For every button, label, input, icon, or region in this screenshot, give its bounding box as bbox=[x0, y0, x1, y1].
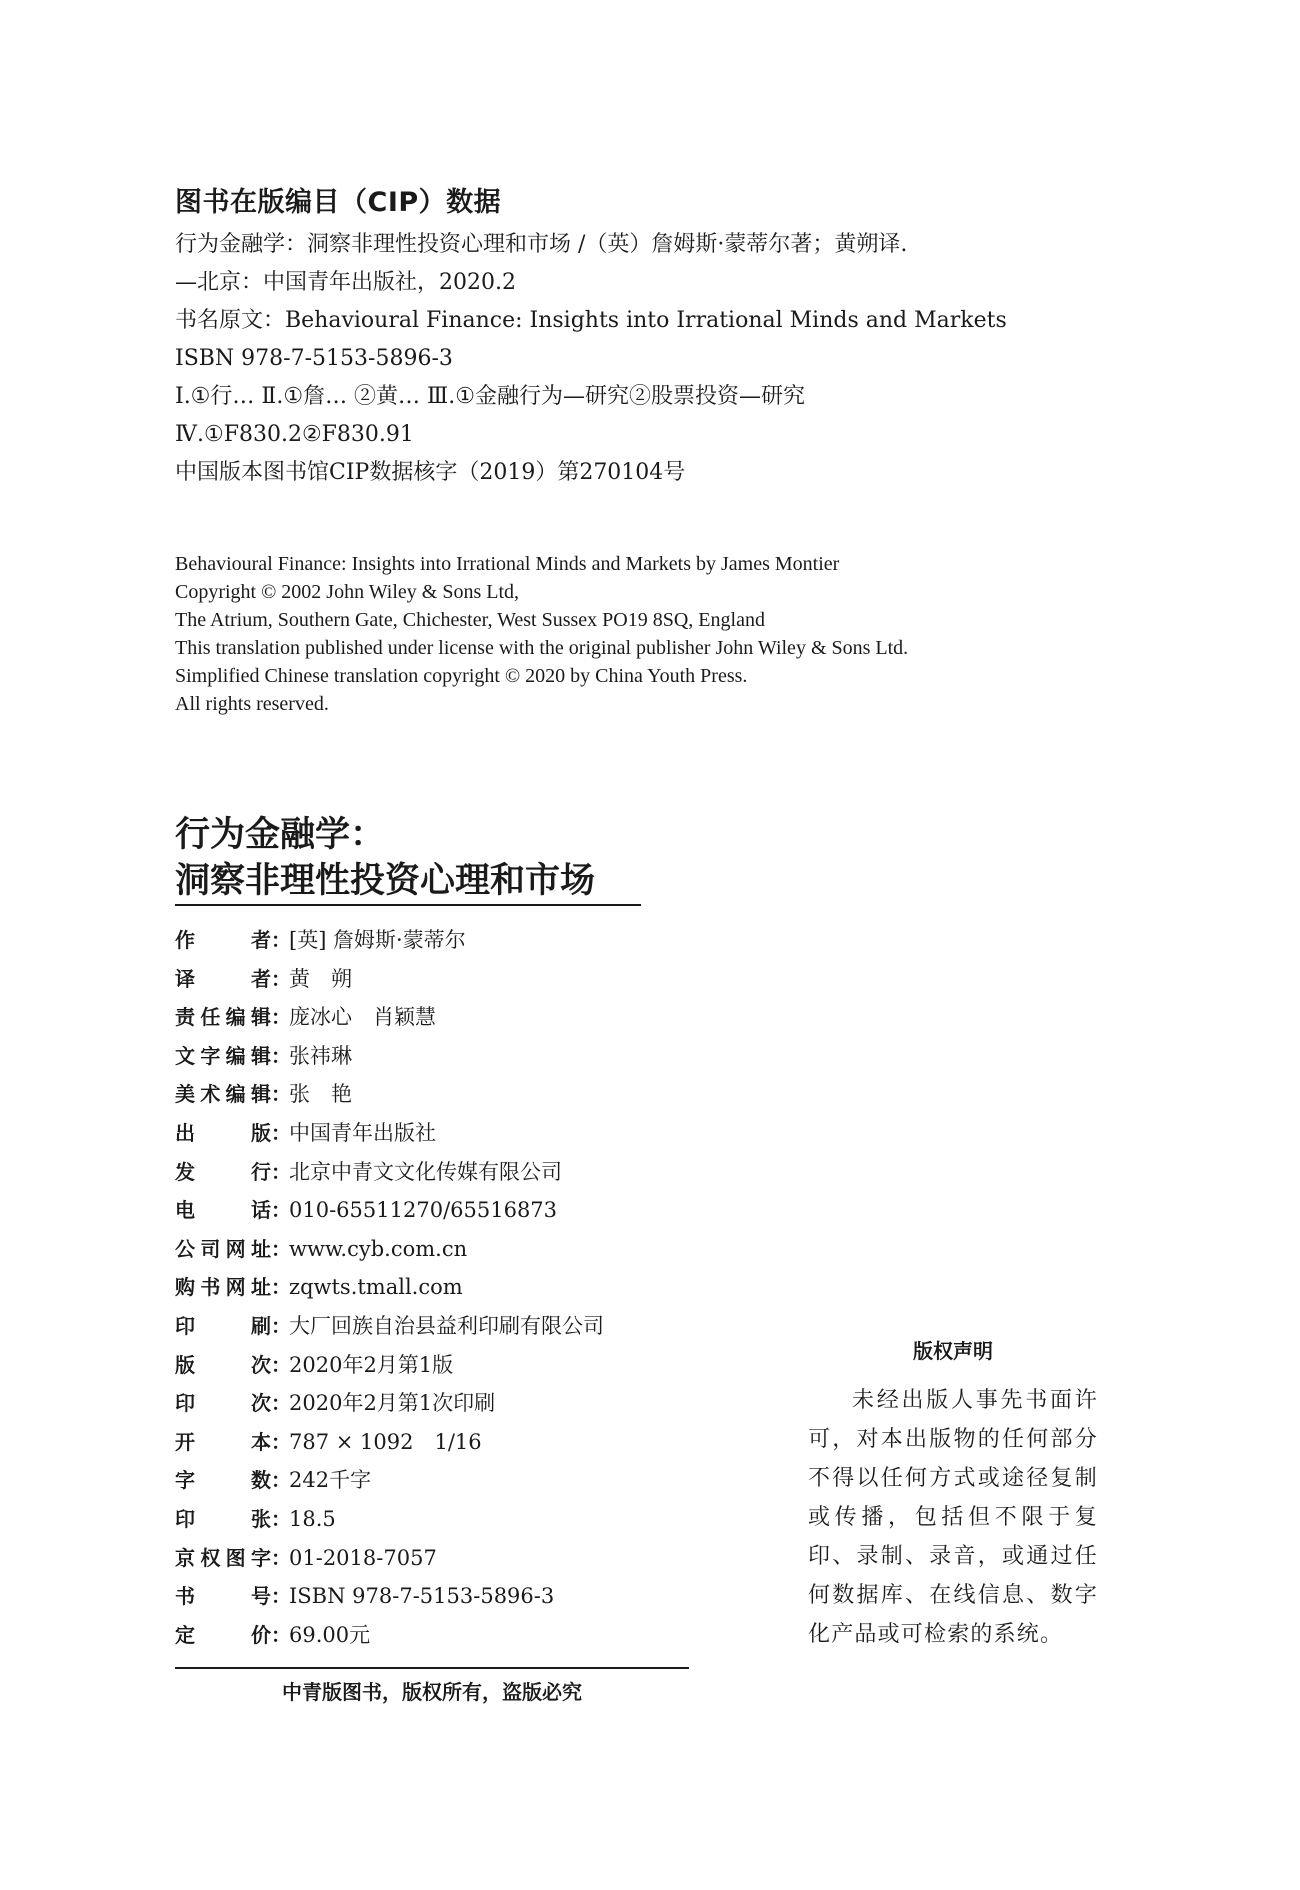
credit-label-char: 者 bbox=[251, 928, 271, 952]
credit-label-char: 字 bbox=[200, 1043, 221, 1068]
credit-label-char: 印 bbox=[175, 1506, 195, 1531]
credit-row bbox=[175, 1503, 735, 1542]
credit-label-char: 址 bbox=[250, 1275, 271, 1300]
credit-label-char: 次 bbox=[251, 1391, 271, 1416]
cip-title: 图书在版编目（CIP）数据 bbox=[175, 187, 502, 218]
credit-colon: ： bbox=[271, 1352, 291, 1377]
copyright-line: The Atrium, Southern Gate, Chichester, West Sussex PO19 8SQ, England bbox=[175, 609, 765, 631]
credit-row bbox=[175, 1580, 735, 1619]
footer-divider bbox=[175, 1667, 689, 1669]
credit-label-char: 编 bbox=[225, 1043, 246, 1068]
credit-value: 242千字 bbox=[289, 1468, 372, 1493]
credit-value: 01-2018-7057 bbox=[289, 1545, 437, 1570]
credit-colon: ： bbox=[271, 1545, 291, 1570]
credit-label bbox=[175, 1503, 271, 1532]
title-divider bbox=[175, 904, 641, 906]
copyright-line: Behavioural Finance: Insights into Irrational Minds and Markets by James Montier bbox=[175, 553, 840, 575]
cip-data-block bbox=[175, 226, 1007, 492]
credit-label-char: 网 bbox=[225, 1236, 246, 1261]
book-title bbox=[175, 812, 595, 904]
credits-list bbox=[175, 924, 735, 1657]
credit-row bbox=[175, 1310, 735, 1349]
credit-value: 庞冰心 肖颖慧 bbox=[289, 1005, 436, 1030]
credit-label-char: 发 bbox=[175, 1159, 195, 1184]
credit-colon: ： bbox=[271, 1391, 291, 1416]
credit-label-char: 作 bbox=[175, 928, 195, 952]
cip-line: 书名原文：Behavioural Finance: Insights into Irrational Minds and Markets bbox=[175, 308, 1007, 333]
credit-value: ISBN 978-7-5153-5896-3 bbox=[289, 1584, 555, 1609]
credit-value: 010-65511270/65516873 bbox=[289, 1198, 558, 1223]
credit-label-char: 编 bbox=[225, 1005, 246, 1030]
credit-label-char: 编 bbox=[225, 1082, 246, 1107]
credit-label-char: 司 bbox=[200, 1236, 221, 1261]
credit-colon: ： bbox=[271, 1043, 291, 1068]
credit-label-char: 刷 bbox=[251, 1313, 271, 1338]
credit-value: zqwts.tmall.com bbox=[289, 1275, 463, 1300]
credit-colon: ： bbox=[271, 1159, 291, 1184]
credit-label-char: 辑 bbox=[250, 1005, 271, 1030]
credit-label bbox=[175, 1349, 271, 1378]
credit-label-char: 价 bbox=[251, 1622, 271, 1647]
credit-colon: ： bbox=[271, 928, 291, 952]
credit-label bbox=[175, 1426, 271, 1455]
credit-label-char: 辑 bbox=[250, 1082, 271, 1107]
credit-row bbox=[175, 1001, 735, 1040]
credit-label-char: 电 bbox=[175, 1198, 195, 1223]
credit-colon: ： bbox=[271, 1120, 291, 1145]
credit-label-char: 译 bbox=[175, 966, 195, 991]
credit-label-char: 权 bbox=[200, 1545, 221, 1570]
cip-line: 中国版本图书馆CIP数据核字（2019）第270104号 bbox=[175, 460, 686, 485]
credit-row bbox=[175, 963, 735, 1002]
cip-line: ISBN 978-7-5153-5896-3 bbox=[175, 346, 453, 371]
credit-row bbox=[175, 1040, 735, 1079]
copyright-line: Copyright © 2002 John Wiley & Sons Ltd, bbox=[175, 581, 520, 603]
credit-label-char: 任 bbox=[200, 1005, 221, 1030]
english-copyright-block bbox=[175, 550, 908, 718]
credit-label-char: 印 bbox=[175, 1313, 195, 1338]
copyright-line: All rights reserved. bbox=[175, 693, 329, 715]
credit-row bbox=[175, 1271, 735, 1310]
credit-label-char: 购 bbox=[175, 1275, 195, 1300]
copyright-statement-body: 未经出版人事先书面许可，对本出版物的任何部分不得以任何方式或途径复制或传播，包括但不限于复印、录制、录音，或通过任何数据库、在线信息、数字化产品或可检索的系统。 bbox=[808, 1388, 1098, 1647]
credit-value: 787 × 1092 1/16 bbox=[289, 1429, 482, 1454]
cip-line: —北京：中国青年出版社，2020.2 bbox=[175, 270, 516, 295]
credit-label-char: 号 bbox=[251, 1584, 271, 1609]
credit-label-char: 文 bbox=[175, 1043, 195, 1068]
credit-value: 2020年2月第1次印刷 bbox=[289, 1391, 496, 1416]
credit-row bbox=[175, 1078, 735, 1117]
credit-label-char: 次 bbox=[251, 1352, 271, 1377]
credit-label bbox=[175, 924, 271, 953]
credit-row bbox=[175, 1194, 735, 1233]
credit-label bbox=[175, 1464, 271, 1493]
credit-row bbox=[175, 924, 735, 963]
credit-colon: ： bbox=[271, 1198, 291, 1223]
credit-label bbox=[175, 1117, 271, 1146]
credit-label-char: 公 bbox=[175, 1236, 195, 1261]
credit-label-char: 开 bbox=[175, 1429, 195, 1454]
credit-label bbox=[175, 1619, 271, 1648]
credit-label-char: 责 bbox=[175, 1005, 195, 1030]
cip-line: Ⅰ.①行… Ⅱ.①詹… ②黄… Ⅲ.①金融行为—研究②股票投资—研究 bbox=[175, 384, 805, 409]
credit-label-char: 术 bbox=[200, 1082, 221, 1107]
credit-label-char: 字 bbox=[250, 1545, 271, 1570]
credit-colon: ： bbox=[271, 1082, 291, 1107]
credit-row bbox=[175, 1387, 735, 1426]
credit-value: www.cyb.com.cn bbox=[289, 1236, 468, 1261]
credit-value: 2020年2月第1版 bbox=[289, 1352, 454, 1377]
credit-label-char: 数 bbox=[251, 1468, 271, 1493]
credit-label bbox=[175, 1271, 271, 1300]
credit-label-char: 网 bbox=[225, 1275, 246, 1300]
credit-row bbox=[175, 1464, 735, 1503]
credit-colon: ： bbox=[271, 1313, 291, 1338]
credit-value: 黄 朔 bbox=[289, 966, 352, 991]
cip-line: Ⅳ.①F830.2②F830.91 bbox=[175, 422, 414, 447]
credit-label bbox=[175, 1387, 271, 1416]
credit-label-char: 印 bbox=[175, 1391, 195, 1416]
credit-row bbox=[175, 1542, 735, 1581]
credit-row bbox=[175, 1426, 735, 1465]
credit-label-char: 定 bbox=[175, 1622, 195, 1647]
credit-row bbox=[175, 1349, 735, 1388]
credit-label bbox=[175, 1040, 271, 1069]
credit-row bbox=[175, 1117, 735, 1156]
credit-label-char: 京 bbox=[175, 1545, 195, 1570]
credit-label-char: 辑 bbox=[250, 1043, 271, 1068]
credit-label-char: 版 bbox=[175, 1352, 195, 1377]
credit-label bbox=[175, 1194, 271, 1223]
credit-row bbox=[175, 1233, 735, 1272]
credit-label-char: 图 bbox=[225, 1545, 246, 1570]
credit-colon: ： bbox=[271, 1005, 291, 1030]
credit-label bbox=[175, 1156, 271, 1185]
credit-value: 18.5 bbox=[289, 1506, 336, 1531]
credit-label-char: 出 bbox=[175, 1120, 195, 1145]
credit-colon: ： bbox=[271, 1429, 291, 1454]
copyright-line: This translation published under license with the original publisher John Wiley & Sons Ltd. bbox=[175, 637, 909, 659]
credit-colon: ： bbox=[271, 1468, 291, 1493]
credit-label-char: 本 bbox=[251, 1429, 271, 1454]
credit-value: 69.00元 bbox=[289, 1622, 371, 1647]
credit-label-char: 行 bbox=[251, 1159, 271, 1184]
book-subtitle-line: 洞察非理性投资心理和市场 bbox=[175, 861, 596, 901]
credit-label bbox=[175, 1001, 271, 1030]
credit-row bbox=[175, 1619, 735, 1658]
credit-label bbox=[175, 963, 271, 992]
credit-label-char: 版 bbox=[251, 1120, 271, 1145]
credit-label-char: 址 bbox=[250, 1236, 271, 1261]
credit-label-char: 书 bbox=[200, 1275, 221, 1300]
credit-colon: ： bbox=[271, 966, 291, 991]
credit-value: [英] 詹姆斯·蒙蒂尔 bbox=[289, 928, 466, 952]
credit-colon: ： bbox=[271, 1506, 291, 1531]
credit-value: 张祎琳 bbox=[289, 1043, 352, 1068]
credit-label-char: 字 bbox=[175, 1468, 195, 1493]
credit-value: 大厂回族自治县益利印刷有限公司 bbox=[289, 1313, 604, 1338]
credit-label-char: 话 bbox=[251, 1198, 271, 1223]
credit-value: 中国青年出版社 bbox=[289, 1120, 436, 1145]
cip-line: 行为金融学：洞察非理性投资心理和市场 /（英）詹姆斯·蒙蒂尔著；黄朔译. bbox=[175, 232, 908, 257]
credit-value: 张 艳 bbox=[289, 1082, 352, 1107]
credit-label bbox=[175, 1310, 271, 1339]
copyright-line: Simplified Chinese translation copyright © 2020 by China Youth Press. bbox=[175, 665, 748, 687]
piracy-notice: 中青版图书，版权所有，盗版必究 bbox=[282, 1680, 582, 1704]
credit-label-char: 张 bbox=[251, 1506, 271, 1531]
credit-value: 北京中青文文化传媒有限公司 bbox=[289, 1159, 562, 1184]
credit-colon: ： bbox=[271, 1584, 291, 1609]
credit-label-char: 书 bbox=[175, 1584, 195, 1609]
book-title-line: 行为金融学： bbox=[175, 815, 386, 855]
credit-colon: ： bbox=[271, 1275, 291, 1300]
credit-label bbox=[175, 1580, 271, 1609]
credit-colon: ： bbox=[271, 1236, 291, 1261]
credit-label bbox=[175, 1078, 271, 1107]
credit-colon: ： bbox=[271, 1622, 291, 1647]
credit-row bbox=[175, 1156, 735, 1195]
credit-label bbox=[175, 1233, 271, 1262]
copyright-statement-title: 版权声明 bbox=[913, 1339, 993, 1363]
credit-label-char: 者 bbox=[251, 966, 271, 991]
credit-label bbox=[175, 1542, 271, 1571]
credit-label-char: 美 bbox=[175, 1082, 195, 1107]
